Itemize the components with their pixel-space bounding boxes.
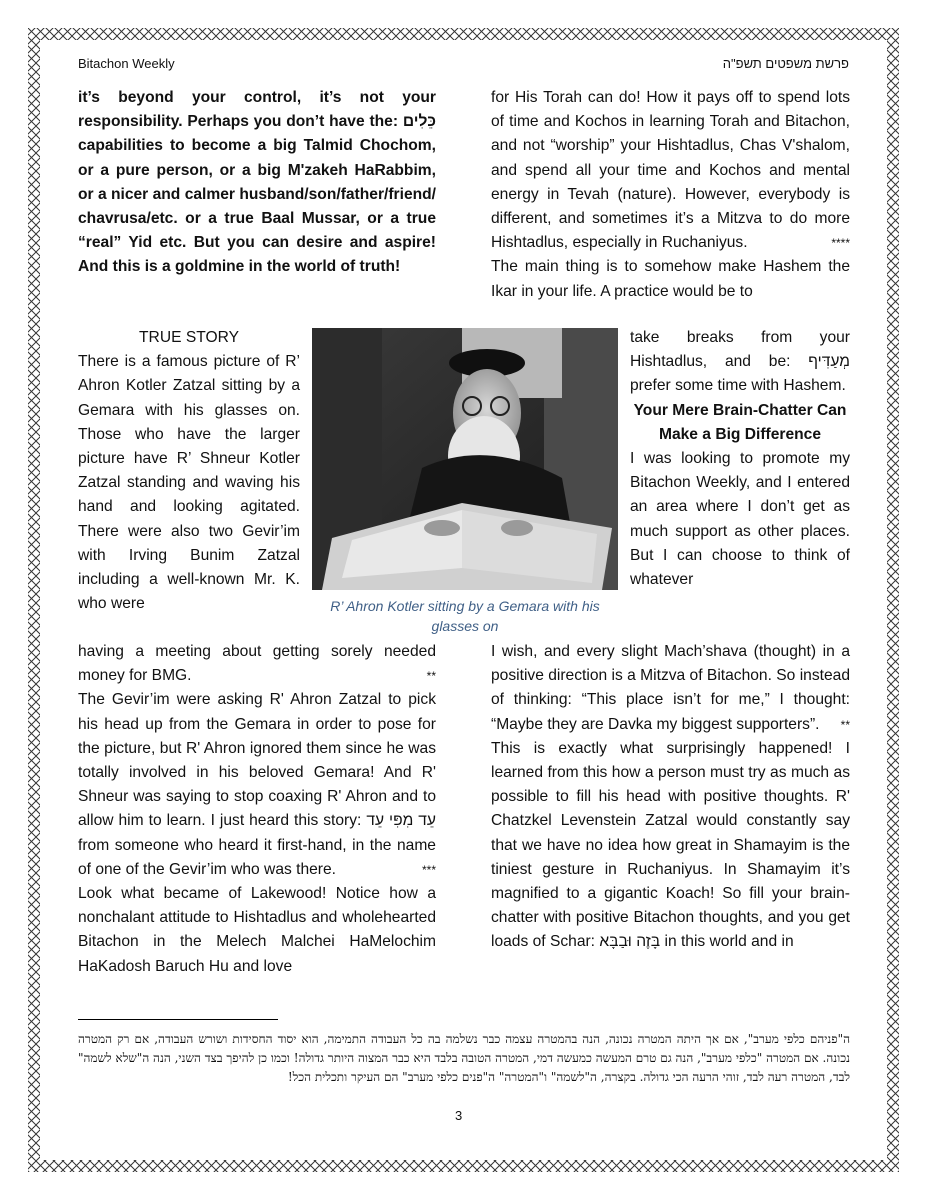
separator-stars: **** bbox=[831, 236, 850, 251]
gevirim-text: The Gevir’im were asking R' Ahron Zatzal to pick his head up from the Gemara in order to pose for the picture, but R' Ahron ignored them since he was totally involved in his beloved Gemara! And R' Shneur was saying to stop coaxing R' Ahron and to allow him to learn. I just heard this story: עֵד מִפִּי עֵד from someone who heard it first-hand, in the name of one of the Gevir’im who was there. bbox=[78, 691, 437, 878]
right-column-bottom bbox=[491, 640, 850, 955]
gevirim-paragraph bbox=[78, 688, 436, 882]
breaks-paragraph: take breaks from your Hishtadlus, and be: מְעַדִּיף prefer some time with Hashem. bbox=[630, 329, 850, 395]
footnote: ה"פניהם כלפי מערב", אם אך היתה המטרה נכונה, הנה בהמטרה עצמה כבר נשלמה בה כל העבודה התמימה, הוא יסוד החסידות ושורש העבודה, אם רק המטרה נכונה. אם המטרה "כלפי מערב", הנה גם טרם המעשה כמעשה דמי, המטרה הטובה בלבד היא כבר המצוה היותר גדולה! וכמו כן להיפך בצד השני, הנה ה"שלא לשמה" לבד, המטרה רעה לבד, זוהי הרעה הכי גדולה. בקצרה, ה"לשמה" ו"המטרה" ה"פנים כלפי מערב" הם העיקר ותכלית הכל! bbox=[78, 1032, 850, 1084]
story-paragraph: There is a famous picture of R’ Ahron Kotler Zatzal sitting by a Gemara with his glasses on. Those who have the larger picture have R’ Shneur Kotler Zatzal standing and waving his hand and looking agitated. There were also two Gevir’im with Irving Bunim Zatzal including a well-known Mr. K. who were bbox=[78, 353, 300, 613]
torah-text: for His Torah can do! How it pays off to spend lots of time and Kochos in learning Torah and Bitachon, and not “worship” your Hishtadlus, Chas V'shalom, and spend all your time and Kochos and mental energy in Tevah (nature). However, everybody is different, and sometimes it’s a Mitzva to do more Hishtadlus, especially in Ruchaniyus. bbox=[491, 89, 850, 252]
page-number: 3 bbox=[455, 1108, 463, 1123]
torah-paragraph bbox=[491, 86, 850, 255]
separator-stars: ** bbox=[840, 717, 850, 732]
story-title: TRUE STORY bbox=[139, 329, 239, 346]
brain-chatter-paragraph: This is exactly what surprisingly happened! I learned from this how a person must try as much as possible to fill his head with positive thoughts. R' Chatzkel Levenstein Zatzal would constantly say that we have no idea how great in Shamayim is the tiniest gesture in Ruchaniyus. In Shamayim it’s magnified to a gigantic Koach! So fill your brain-chatter with positive Bitachon thoughts, and you get loads of Schar: בָּזֶה וּבַבָּא in this world and in bbox=[491, 739, 850, 951]
meeting-text: having a meeting about getting sorely needed money for BMG. bbox=[78, 643, 436, 685]
meeting-paragraph bbox=[78, 640, 436, 688]
ikar-paragraph: The main thing is to somehow make Hashem the Ikar in your life. A practice would be to bbox=[491, 258, 850, 300]
photo-image bbox=[312, 328, 618, 590]
separator-stars: ** bbox=[426, 669, 436, 684]
left-column-bottom bbox=[78, 640, 436, 979]
right-column-mid bbox=[630, 326, 850, 592]
right-column-top bbox=[491, 86, 850, 304]
promote-paragraph: I was looking to promote my Bitachon Weekly, and I entered an area where I don’t get as much support as other places. But I can choose to think of whatever bbox=[630, 450, 850, 589]
footnote-divider bbox=[78, 1019, 278, 1020]
intro-paragraph: it’s beyond your control, it’s not your responsibility. Perhaps you don’t have the: כֵּלִים capabilities to become a big Talmid Chochom, or a pure person, or a big M'zakeh HaRabbim, or a nicer and calmer husband/son/father/friend/ chavrusa/etc. or a true Baal Mussar, or a true “real” Yid etc. But you can desire and aspire! And this is a goldmine in the world of truth! bbox=[78, 89, 436, 276]
machshava-text: I wish, and every slight Mach’shava (thought) in a positive direction is a Mitzva of Bitachon. So instead of thinking: “This place isn’t for me,” I thought: “Maybe they are Davka my biggest supporters”. bbox=[491, 643, 850, 733]
story-column bbox=[78, 326, 300, 616]
machshava-paragraph bbox=[491, 640, 850, 737]
header-parsha: פרשת משפטים תשפ"ה bbox=[722, 56, 849, 71]
section-heading: Your Mere Brain-Chatter Can Make a Big Difference bbox=[633, 401, 847, 443]
lakewood-paragraph: Look what became of Lakewood! Notice how a nonchalant attitude to Hishtadlus and wholehearted Bitachon in the Melech Malchei HaMelochim HaKadosh Baruch Hu and love bbox=[78, 885, 436, 975]
separator-stars: *** bbox=[421, 862, 436, 877]
header-title: Bitachon Weekly bbox=[78, 56, 175, 71]
photo bbox=[312, 328, 618, 590]
left-column-top bbox=[78, 86, 436, 280]
photo-caption: R’ Ahron Kotler sitting by a Gemara with his glasses on bbox=[330, 598, 600, 634]
